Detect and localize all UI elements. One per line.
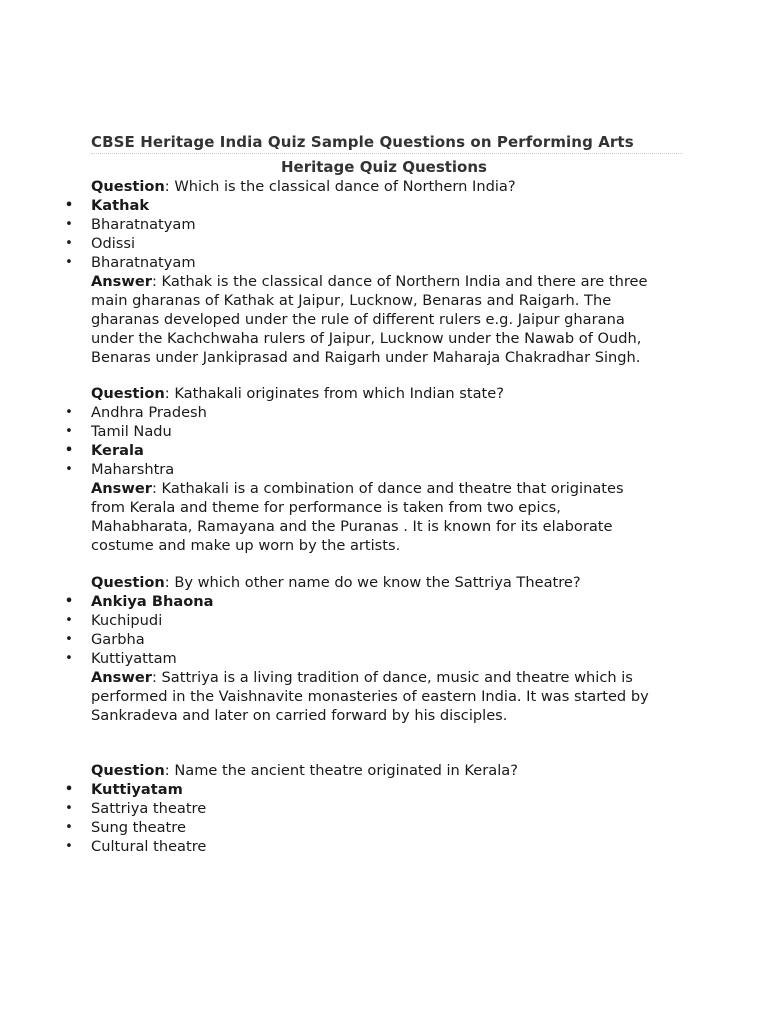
bullet-icon: • bbox=[65, 255, 73, 270]
option-item bbox=[0, 460, 768, 479]
answer-label: Answer bbox=[91, 669, 152, 686]
option-text: Odissi bbox=[91, 235, 136, 252]
question-label: Question bbox=[91, 574, 165, 591]
option-item bbox=[0, 253, 768, 272]
option-text: Ankiya Bhaona bbox=[91, 593, 214, 610]
option-item-correct bbox=[0, 592, 768, 611]
answer-line bbox=[0, 479, 768, 498]
answer-line: Sankradeva and later on carried forward by his disciples. bbox=[91, 707, 508, 724]
option-text: Kuttiyatam bbox=[91, 781, 183, 798]
answer-line: Mahabharata, Ramayana and the Puranas . It is known for its elaborate bbox=[91, 518, 613, 535]
option-text: Andhra Pradesh bbox=[91, 404, 207, 421]
document-title: CBSE Heritage India Quiz Sample Questions on Performing Arts bbox=[91, 133, 634, 151]
option-item-correct bbox=[0, 196, 768, 215]
question-block-1 bbox=[0, 177, 768, 367]
bullet-icon: • bbox=[64, 443, 74, 458]
question-text: : Which is the classical dance of Northern India? bbox=[164, 178, 516, 195]
answer-line: under the Kachchwaha rulers of Jaipur, Lucknow under the Nawab of Oudh, bbox=[91, 330, 642, 347]
title-divider bbox=[91, 153, 683, 154]
option-item bbox=[0, 403, 768, 422]
option-text: Maharshtra bbox=[91, 461, 175, 478]
bullet-icon: • bbox=[65, 424, 73, 439]
document-subtitle: Heritage Quiz Questions bbox=[281, 158, 487, 176]
answer-line: costume and make up worn by the artists. bbox=[91, 537, 401, 554]
question-label: Question bbox=[91, 762, 165, 779]
bullet-icon: • bbox=[65, 820, 73, 835]
answer-line: main gharanas of Kathak at Jaipur, Lucknow, Benaras and Raigarh. The bbox=[91, 292, 612, 309]
option-item bbox=[0, 234, 768, 253]
bullet-icon: • bbox=[65, 651, 73, 666]
option-text: Bharatnatyam bbox=[91, 254, 196, 271]
question-text: : Name the ancient theatre originated in Kerala? bbox=[164, 762, 518, 779]
option-text: Tamil Nadu bbox=[91, 423, 172, 440]
answer-line: from Kerala and theme for performance is taken from two epics, bbox=[91, 499, 561, 516]
answer-line bbox=[0, 668, 768, 687]
bullet-icon: • bbox=[65, 632, 73, 647]
question-block-4 bbox=[0, 761, 768, 856]
option-item bbox=[0, 818, 768, 837]
option-text: Kuttiyattam bbox=[91, 650, 177, 667]
option-text: Cultural theatre bbox=[91, 838, 207, 855]
answer-line: performed in the Vaishnavite monasteries of eastern India. It was started by bbox=[91, 688, 649, 705]
option-text: Kathak bbox=[91, 197, 150, 214]
question-line bbox=[0, 573, 768, 592]
option-text: Garbha bbox=[91, 631, 145, 648]
option-text: Bharatnatyam bbox=[91, 216, 196, 233]
option-item bbox=[0, 422, 768, 441]
option-item bbox=[0, 611, 768, 630]
bullet-icon: • bbox=[64, 198, 74, 213]
bullet-icon: • bbox=[65, 613, 73, 628]
question-block-3 bbox=[0, 573, 768, 725]
question-line bbox=[0, 384, 768, 403]
bullet-icon: • bbox=[65, 236, 73, 251]
answer-text: : Kathakali is a combination of dance and theatre that originates bbox=[151, 480, 624, 497]
bullet-icon: • bbox=[64, 782, 74, 797]
bullet-icon: • bbox=[64, 594, 74, 609]
answer-label: Answer bbox=[91, 273, 152, 290]
option-text: Sattriya theatre bbox=[91, 800, 207, 817]
question-label: Question bbox=[91, 178, 165, 195]
bullet-icon: • bbox=[65, 839, 73, 854]
answer-line bbox=[0, 272, 768, 291]
option-text: Kuchipudi bbox=[91, 612, 163, 629]
answer-text: : Kathak is the classical dance of Northern India and there are three bbox=[151, 273, 648, 290]
bullet-icon: • bbox=[65, 217, 73, 232]
option-item bbox=[0, 837, 768, 856]
option-item bbox=[0, 649, 768, 668]
question-block-2 bbox=[0, 384, 768, 555]
option-text: Kerala bbox=[91, 442, 144, 459]
option-item-correct bbox=[0, 441, 768, 460]
answer-line: Benaras under Jankiprasad and Raigarh under Maharaja Chakradhar Singh. bbox=[91, 349, 641, 366]
question-text: : Kathakali originates from which Indian state? bbox=[164, 385, 505, 402]
option-item-correct bbox=[0, 780, 768, 799]
question-text: : By which other name do we know the Sattriya Theatre? bbox=[164, 574, 581, 591]
question-line bbox=[0, 761, 768, 780]
question-label: Question bbox=[91, 385, 165, 402]
bullet-icon: • bbox=[65, 405, 73, 420]
bullet-icon: • bbox=[65, 462, 73, 477]
option-item bbox=[0, 799, 768, 818]
bullet-icon: • bbox=[65, 801, 73, 816]
option-item bbox=[0, 215, 768, 234]
answer-line: gharanas developed under the rule of different rulers e.g. Jaipur gharana bbox=[91, 311, 625, 328]
option-text: Sung theatre bbox=[91, 819, 186, 836]
question-line bbox=[0, 177, 768, 196]
answer-text: : Sattriya is a living tradition of dance, music and theatre which is bbox=[151, 669, 633, 686]
option-item bbox=[0, 630, 768, 649]
answer-label: Answer bbox=[91, 480, 152, 497]
